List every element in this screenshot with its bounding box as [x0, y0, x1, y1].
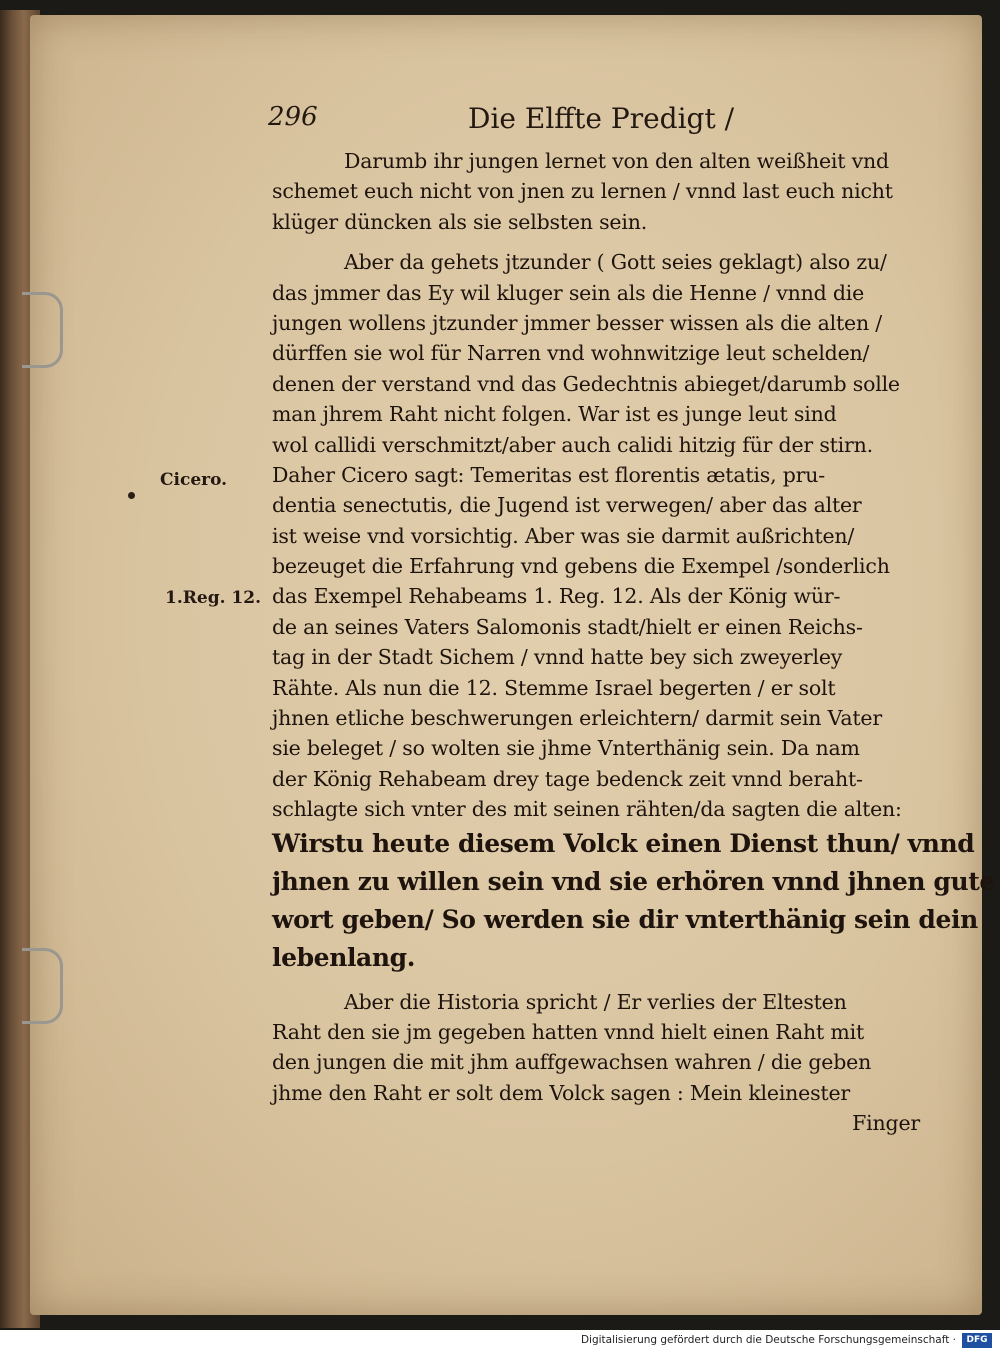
text-line: wol callidi verschmitzt/aber auch calidi hitzig für der stirn.: [272, 432, 873, 457]
text-line: jungen wollens jtzunder jmmer besser wissen als die alten /: [272, 310, 883, 335]
text-line: jhme den Raht er solt dem Volck sagen : Mein kleinester: [272, 1080, 851, 1105]
funding-credit: Digitalisierung gefördert durch die Deutsche Forschungsgemeinschaft ·: [580, 1334, 956, 1346]
margin-note-reference: 1.Reg. 12.: [165, 588, 261, 608]
running-head: Die Elffte Predigt /: [468, 102, 735, 135]
text-line: sie beleget / so wolten sie jhme Vnterthänig sein. Da nam: [272, 736, 860, 761]
text-line: Aber da gehets jtzunder ( Gott seies geklagt) also zu/: [344, 250, 887, 275]
text-line: tag in der Stadt Sichem / vnnd hatte bey sich zweyerley: [272, 645, 843, 670]
text-line: Daher Cicero sagt: Temeritas est florentis ætatis, pru-: [272, 462, 825, 487]
text-line: das Exempel Rehabeams 1. Reg. 12. Als der König wür-: [272, 584, 841, 609]
text-line: jhnen etliche beschwerungen erleichtern/ darmit sein Vater: [272, 706, 882, 731]
text-line: man jhrem Raht nicht folgen. War ist es junge leut sind: [272, 402, 837, 427]
margin-note-cicero: Cicero.: [160, 470, 228, 490]
footer-bar: [0, 1332, 1000, 1351]
text-line: den jungen die mit jhm auffgewachsen wahren / die geben: [272, 1050, 872, 1075]
text-line: Darumb ihr jungen lernet von den alten weißheit vnd: [344, 149, 889, 173]
dfg-logo: DFG: [962, 1333, 992, 1348]
page-number: 296: [268, 102, 318, 132]
paper-clip: [22, 948, 63, 1024]
text-line: schlagte sich vnter des mit seinen rähten/da sagten die alten:: [272, 797, 902, 822]
text-line: Rähte. Als nun die 12. Stemme Israel begerten / er solt: [272, 675, 836, 700]
text-line: dentia senectutis, die Jugend ist verwegen/ aber das alter: [272, 493, 862, 518]
text-line: Raht den sie jm gegeben hatten vnnd hielt einen Raht mit: [272, 1019, 865, 1044]
text-line: Aber die Historia spricht / Er verlies der Eltesten: [344, 989, 847, 1014]
text-line: dürffen sie wol für Narren vnd wohnwitzige leut schelden/: [272, 341, 870, 366]
page-header: [0, 102, 1000, 142]
text-line-large: wort geben/ So werden sie dir vnterthänig sein dein: [272, 904, 978, 934]
text-line: klüger düncken als sie selbsten sein.: [272, 209, 648, 234]
paper-clip: [22, 292, 63, 368]
text-line: bezeuget die Erfahrung vnd gebens die Exempel /sonderlich: [272, 554, 890, 579]
text-line-large: Wirstu heute diesem Volck einen Dienst thun/ vnnd: [272, 828, 975, 858]
text-line-large: lebenlang.: [272, 942, 416, 972]
text-line: ist weise vnd vorsichtig. Aber was sie darmit außrichten/: [272, 523, 855, 548]
text-line: das jmmer das Ey wil kluger sein als die Henne / vnnd die: [272, 280, 865, 305]
ink-dot: [128, 492, 135, 499]
text-block: [272, 146, 995, 1139]
text-line: denen der verstand vnd das Gedechtnis abieget/darumb solle: [272, 371, 900, 396]
text-line: schemet euch nicht von jnen zu lernen / vnnd last euch nicht: [272, 179, 893, 204]
catchword: Finger: [852, 1111, 920, 1136]
text-line: der König Rehabeam drey tage bedenck zeit vnnd beraht-: [272, 766, 863, 791]
text-line: de an seines Vaters Salomonis stadt/hielt er einen Reichs-: [272, 614, 863, 639]
text-line-large: jhnen zu willen sein vnd sie erhören vnnd jhnen gute: [272, 866, 995, 896]
